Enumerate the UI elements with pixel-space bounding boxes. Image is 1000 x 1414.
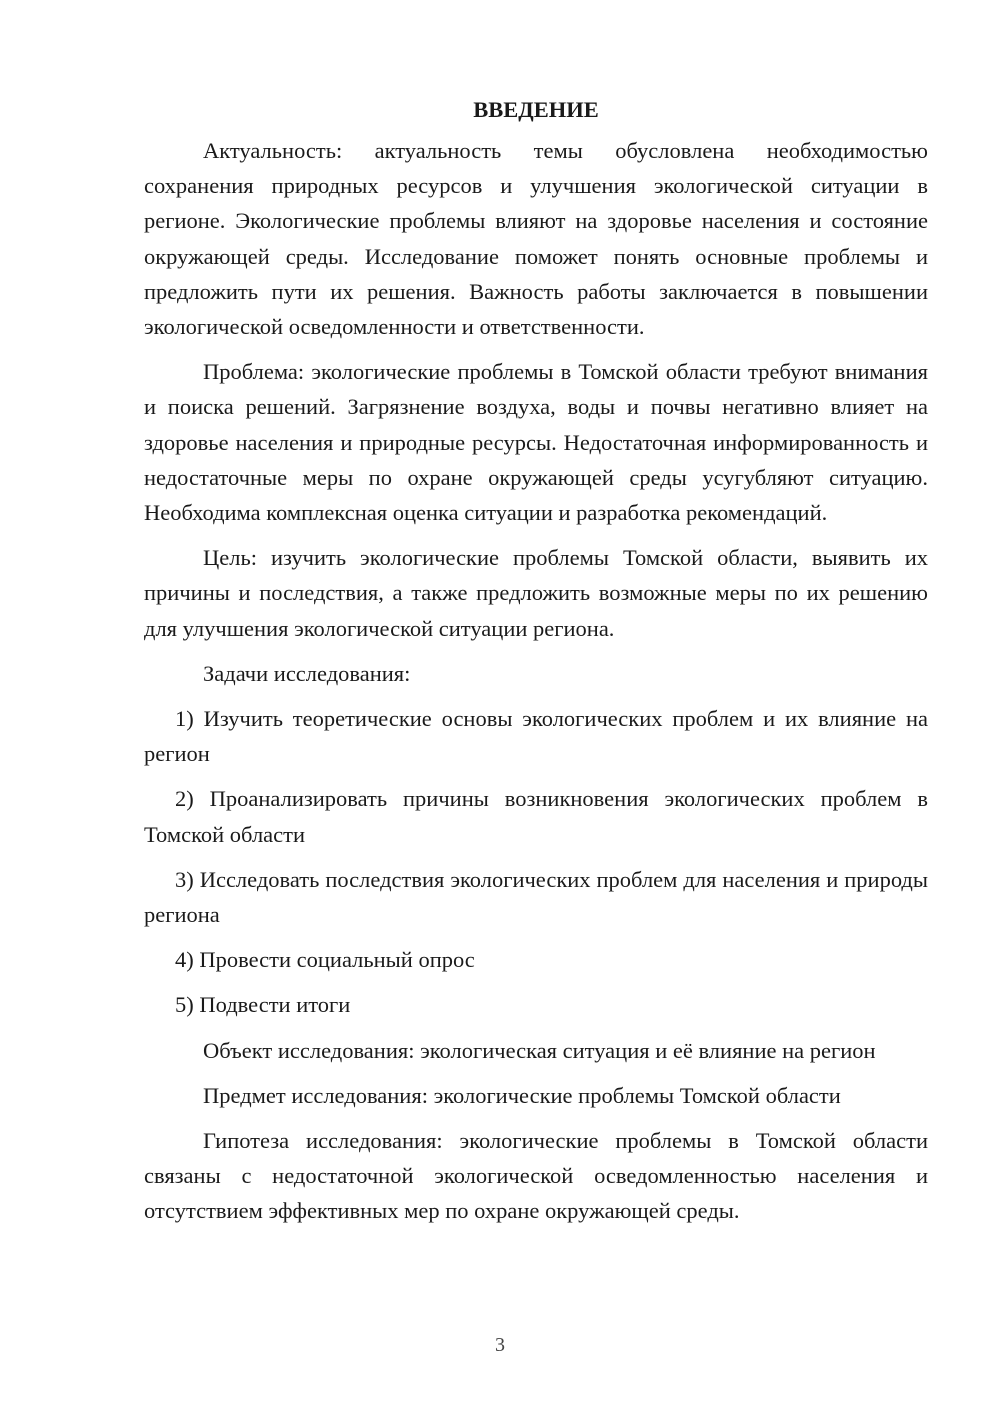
subject-paragraph: Предмет исследования: экологические проблемы Томской области bbox=[203, 1082, 841, 1108]
task-item: 2) Проанализировать причины возникновения экологических проблем в Томской области bbox=[144, 786, 928, 847]
problem-paragraph: Проблема: экологические проблемы в Томской области требуют внимания и поиска решений. Загрязнение воздуха, воды и почвы негативно влияет на здоровье населения и природные ресурсы. Недостаточная информированность и недостаточные меры по охране окружающей среды усугубляют ситуацию. Необходима комплексная оценка ситуации и разработка рекомендаций. bbox=[144, 359, 928, 526]
task-item: 5) Подвести итоги bbox=[175, 992, 351, 1018]
task-item: 4) Провести социальный опрос bbox=[175, 947, 475, 973]
relevance-paragraph: Актуальность: актуальность темы обусловлена необходимостью сохранения природных ресурсов и улучшения экологической ситуации в регионе. Экологические проблемы влияют на здоровье населения и состояние окружающей среды. Исследование поможет понять основные проблемы и предложить пути их решения. Важность работы заключается в повышении экологической осведомленности и ответственности. bbox=[144, 138, 928, 340]
hypothesis-paragraph: Гипотеза исследования: экологические проблемы в Томской области связаны с недостаточной экологической осведомленностью населения и отсутствием эффективных мер по охране окружающей среды. bbox=[144, 1128, 928, 1224]
task-item: 1) Изучить теоретические основы экологических проблем и их влияние на регион bbox=[144, 706, 928, 767]
tasks-heading: Задачи исследования: bbox=[203, 660, 411, 686]
goal-paragraph: Цель: изучить экологические проблемы Томской области, выявить их причины и последствия, а также предложить возможные меры по их решению для улучшения экологической ситуации региона. bbox=[144, 545, 928, 641]
object-paragraph: Объект исследования: экологическая ситуация и её влияние на регион bbox=[203, 1037, 876, 1063]
page-number: 3 bbox=[495, 1334, 505, 1356]
document-page bbox=[144, 92, 928, 1239]
task-item: 3) Исследовать последствия экологических проблем для населения и природы региона bbox=[144, 866, 928, 928]
page-title: ВВЕДЕНИЕ bbox=[473, 97, 599, 122]
